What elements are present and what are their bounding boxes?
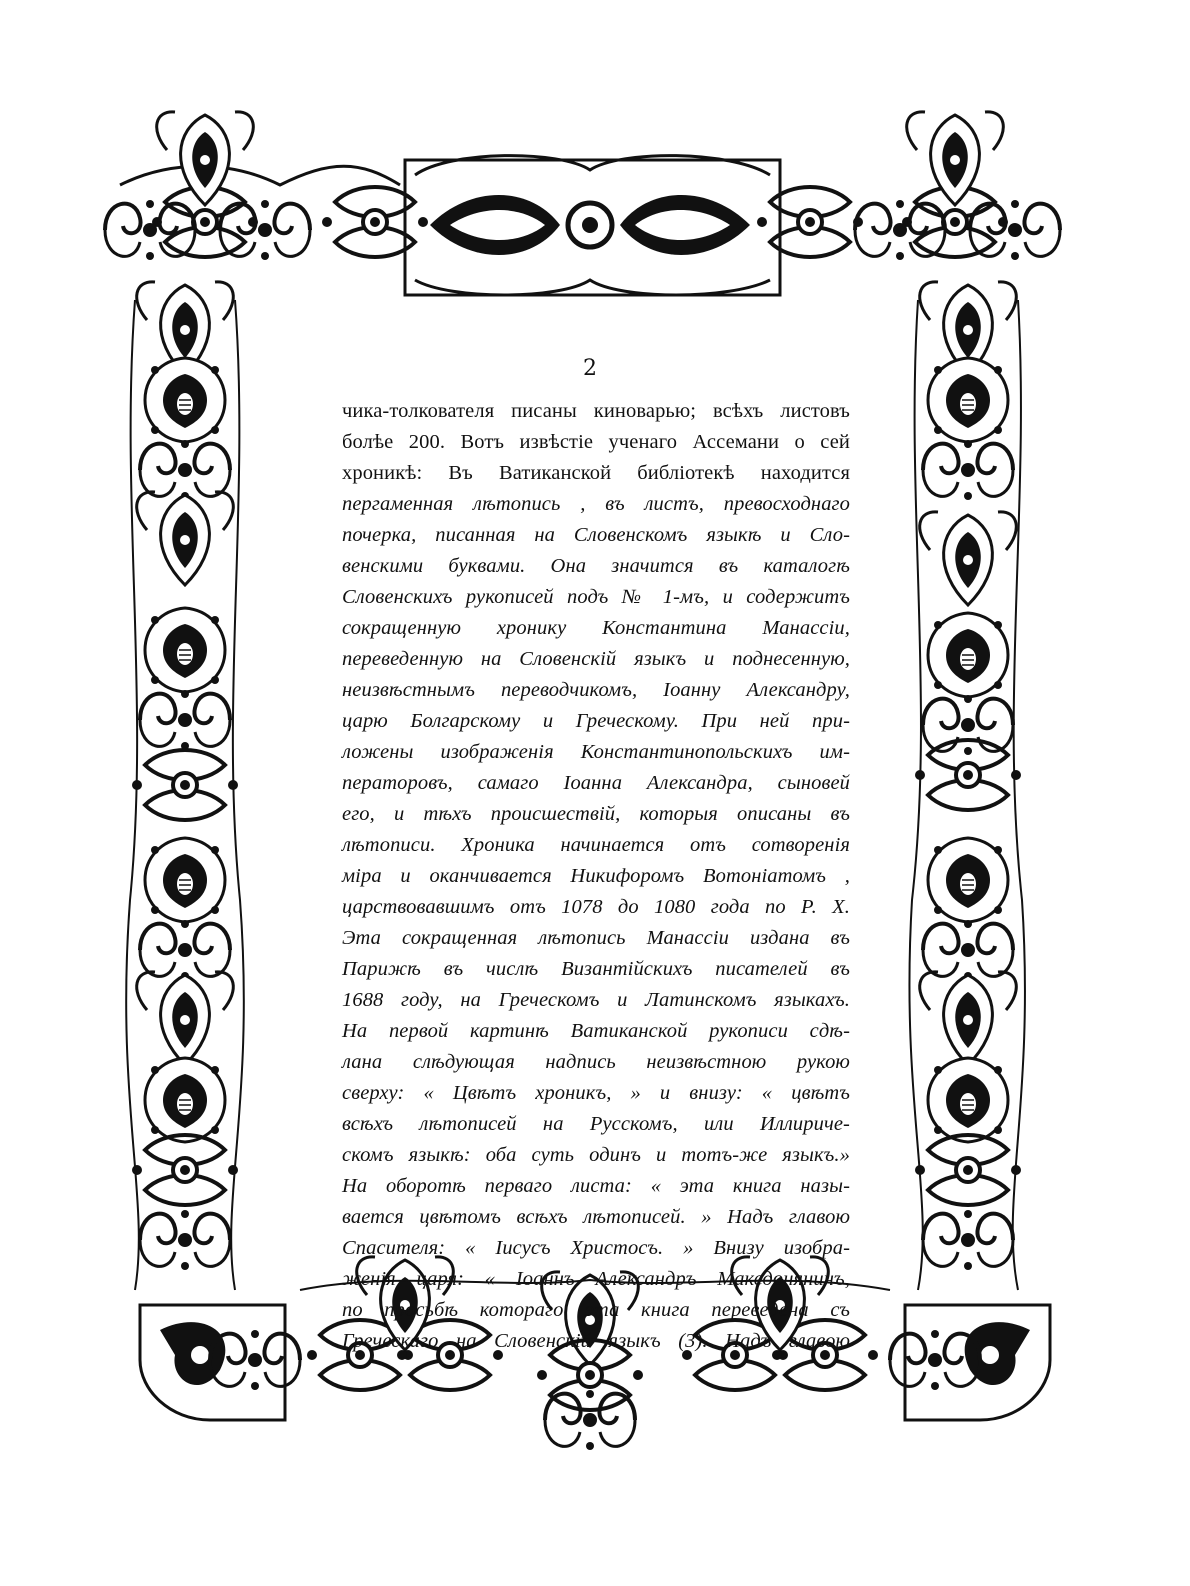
text-line: Греческаго на Словенскій языкъ (3). Надъ главою [342,1330,850,1352]
text-line: царю Болгарскому и Греческому. При ней при- [342,710,850,732]
text-line: ператоровъ, самаго Іоанна Александра, сыновей [342,772,850,794]
text-line: На оборотѣ перваго листа: « эта книга назы- [342,1175,850,1197]
text-line: Эта сокращенная лѣтопись Манассіи издана въ [342,927,850,949]
right-border [909,282,1025,1290]
text-line: хроникѣ: Въ Ватиканской библіотекѣ находится [342,462,850,484]
page-number: 2 [583,356,597,381]
text-line: сверху: « Цвѣтъ хроникъ, » и внизу: « цвѣтъ [342,1082,850,1104]
top-border [105,112,1060,295]
text-line: венскими буквами. Она значится въ каталогѣ [342,555,850,577]
left-border [126,282,244,1290]
text-line: лана слѣдующая надпись неизвѣстною рукою [342,1051,850,1073]
body-text [342,396,850,1357]
text-line: всѣхъ лѣтописей на Русскомъ, или Иллириче- [342,1113,850,1135]
text-line: лѣтописи. Хроника начинается отъ сотворенія [342,834,850,856]
text-line: пергаменная лѣтопись , въ листъ, превосходнаго [342,493,850,515]
text-line: переведенную на Словенскій языкъ и поднесенную, [342,648,850,670]
text-line: женія царя: « Іоаннъ Александръ Македонянинъ, [342,1268,850,1290]
text-line: чика-толкователя писаны киноварью; всѣхъ листовъ [342,400,850,422]
text-line: ложены изображенія Константинопольскихъ им- [342,741,850,763]
text-line: сокращенную хронику Константина Манассіи, [342,617,850,639]
text-line: скомъ языкѣ: оба суть одинъ и тотъ-же языкъ.» [342,1144,850,1166]
text-line: его, и тѣхъ происшествій, которыя описаны въ [342,803,850,825]
text-line: міра и оканчивается Никифоромъ Вотоніатомъ , [342,865,850,887]
text-line: болѣе 200. Вотъ извѣстіе ученаго Ассемани о сей [342,431,850,453]
text-line: вается цвѣтомъ всѣхъ лѣтописей. » Надъ главою [342,1206,850,1228]
text-line: по просьбѣ котораго эта книга переведена съ [342,1299,850,1321]
text-line: почерка, писанная на Словенскомъ языкѣ и Сло- [342,524,850,546]
text-line: На первой картинѣ Ватиканской рукописи сдѣ- [342,1020,850,1042]
text-line: царствовавшимъ отъ 1078 до 1080 года по Р. Х. [342,896,850,918]
text-line: Парижѣ въ числѣ Византійскихъ писателей въ [342,958,850,980]
text-line: Спасителя: « Іисусъ Христосъ. » Внизу изобра- [342,1237,850,1259]
text-line: неизвѣстнымъ переводчикомъ, Іоанну Александру, [342,679,850,701]
text-line: Словенскихъ рукописей подъ № 1-мъ, и содержитъ [342,586,850,608]
text-line: 1688 году, на Греческомъ и Латинскомъ языкахъ. [342,989,850,1011]
